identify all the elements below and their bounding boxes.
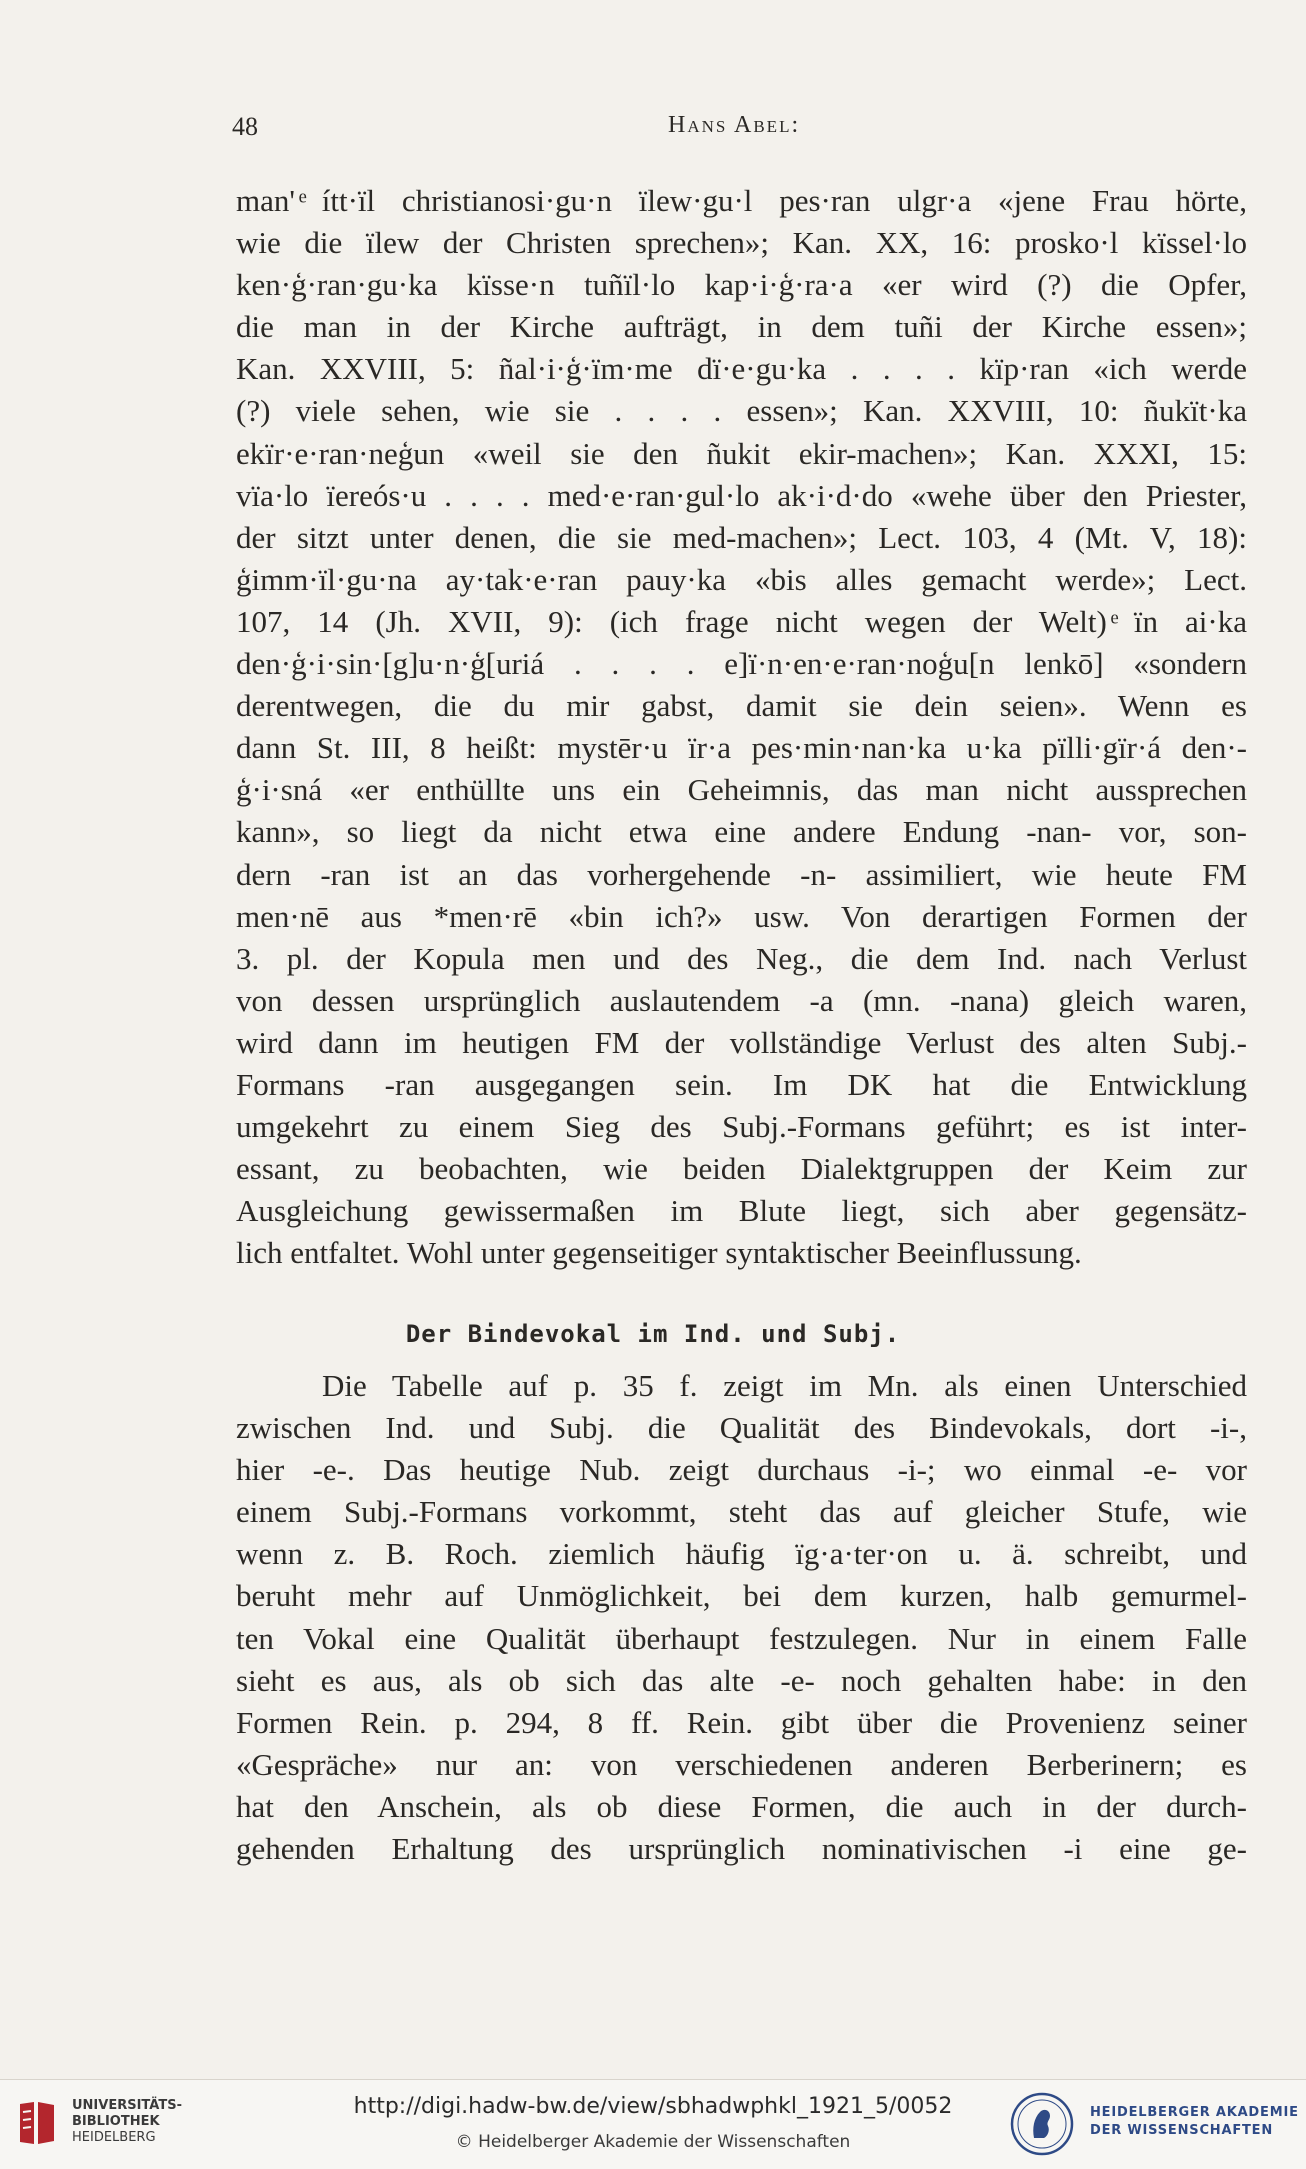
text-line: lich entfaltet. Wohl unter gegenseitiger syntaktischer Beeinflussung. <box>236 1235 1082 1271</box>
page-header <box>0 112 1306 152</box>
text-line: beruht mehr auf Unmöglichkeit, bei dem kurzen, halb gemurmel- <box>236 1578 1247 1614</box>
text-line: zwischen Ind. und Subj. die Qualität des Bindevokals, dort -i-, <box>236 1410 1247 1446</box>
page-number: 48 <box>232 112 258 141</box>
text-line: man' ͤítt·ïl christianosi·gu·n ïlew·gu·l pes·ran ulgr·a «jene Frau hörte, <box>236 183 1247 218</box>
text-line: dann St. III, 8 heißt: mystēr·u ïr·a pes·min·nan·ka u·ka pïlli·gïr·á den·- <box>236 730 1247 766</box>
text-line: wenn z. B. Roch. ziemlich häufig ïg·a·ter·on u. ä. schreibt, und <box>236 1536 1247 1572</box>
academy-name: HEIDELBERGER AKADEMIE DER WISSENSCHAFTEN <box>1090 2105 1299 2138</box>
body-paragraph-2 <box>236 1365 1247 1870</box>
text-line: vïa·lo ïereós·u . . . . med·e·ran·gul·lo ak·i·d·do «wehe über den Priester, <box>236 477 1247 513</box>
text-line: sieht es aus, als ob sich das alte -e- noch gehalten habe: in den <box>236 1662 1247 1698</box>
text-line: Ausgleichung gewissermaßen im Blute liegt, sich aber gegensätz- <box>236 1193 1247 1229</box>
library-name: UNIVERSITÄTS- BIBLIOTHEK HEIDELBERG <box>72 2098 182 2145</box>
text-line: hier -e-. Das heutige Nub. zeigt durchaus -i-; wo einmal -e- vor <box>236 1452 1247 1488</box>
text-line: 3. pl. der Kopula men und des Neg., die dem Ind. nach Verlust <box>236 940 1247 976</box>
text-line: men·nē aus *men·rē «bin ich?» usw. Von derartigen Formen der <box>236 898 1247 934</box>
text-line: umgekehrt zu einem Sieg des Subj.-Formans geführt; es ist inter- <box>236 1109 1247 1145</box>
text-line: Formen Rein. p. 294, 8 ff. Rein. gibt über die Provenienz seiner <box>236 1704 1247 1740</box>
text-line: «Gespräche» nur an: von verschiedenen anderen Berberinern; es <box>236 1746 1247 1782</box>
academy-seal-icon <box>1010 2092 1074 2156</box>
text-line: von dessen ursprünglich auslautendem -a (mn. -nana) gleich waren, <box>236 982 1247 1018</box>
section-heading: Der Bindevokal im Ind. und Subj. <box>405 1320 901 1348</box>
text-line: kann», so liegt da nicht etwa eine andere Endung -nan- vor, son- <box>236 814 1247 850</box>
text-line: einem Subj.-Formans vorkommt, steht das auf gleicher Stufe, wie <box>236 1494 1247 1530</box>
text-line: ten Vokal eine Qualität überhaupt festzulegen. Nur in einem Falle <box>236 1620 1247 1656</box>
text-line: essant, zu beobachten, wie beiden Dialektgruppen der Keim zur <box>236 1151 1247 1187</box>
text-line: ģ·i·sná «er enthüllte uns ein Geheimnis, das man nicht aussprechen <box>236 772 1247 808</box>
text-line: (?) viele sehen, wie sie . . . . essen»; Kan. XXVIII, 10: ñukït·ka <box>236 393 1247 429</box>
text-line: Kan. XXVIII, 5: ñal·i·ģ·ïm·me dï·e·gu·ka . . . . kïp·ran «ich werde <box>236 351 1247 387</box>
footer-bar <box>0 2080 1306 2169</box>
text-line: den·ģ·i·sin·[g]u·n·ģ[uriá . . . . e]ï·n·en·e·ran·noģu[n lenkō] «sondern <box>236 646 1247 682</box>
text-line: ģimm·ïl·gu·na ay·tak·e·ran pauy·ka «bis alles gemacht werde»; Lect. <box>236 561 1247 597</box>
text-line: wie die ïlew der Christen sprechen»; Kan. XX, 16: prosko·l kïssel·lo <box>236 225 1247 261</box>
text-line: der sitzt unter denen, die sie med-machen»; Lect. 103, 4 (Mt. V, 18): <box>236 519 1247 555</box>
text-line: Formans -ran ausgegangen sein. Im DK hat die Entwicklung <box>236 1066 1247 1102</box>
text-line: ekïr·e·ran·neģun «weil sie den ñukit ekir-machen»; Kan. XXXI, 15: <box>236 435 1247 471</box>
text-line: gehenden Erhaltung des ursprünglich nominativischen -i eine ge- <box>236 1831 1247 1867</box>
text-line: dern -ran ist an das vorhergehende -n- assimiliert, wie heute FM <box>236 856 1247 892</box>
text-line: 107, 14 (Jh. XVII, 9): (ich frage nicht wegen der Welt) ͤïn ai·ka <box>236 603 1247 639</box>
text-line: wird dann im heutigen FM der vollständige Verlust des alten Subj.- <box>236 1024 1247 1060</box>
copyright-notice: © Heidelberger Akademie der Wissenschaften <box>455 2132 851 2152</box>
text-line: derentwegen, die du mir gabst, damit sie dein seien». Wenn es <box>236 688 1247 724</box>
body-paragraph-1 <box>236 180 1247 1274</box>
text-line: ken·ģ·ran·gu·ka kïsse·n tuñïl·lo kap·i·ģ·ra·a «er wird (?) die Opfer, <box>236 267 1247 303</box>
running-head: Hans Abel: <box>668 112 801 138</box>
text-line: die man in der Kirche aufträgt, in dem tuñi der Kirche essen»; <box>236 309 1247 345</box>
source-url[interactable]: http://digi.hadw-bw.de/view/sbhadwphkl_1921_5/0052 <box>353 2094 953 2119</box>
text-line: Die Tabelle auf p. 35 f. zeigt im Mn. als einen Unterschied <box>322 1368 1247 1403</box>
text-line: hat den Anschein, als ob diese Formen, die auch in der durch- <box>236 1788 1247 1824</box>
